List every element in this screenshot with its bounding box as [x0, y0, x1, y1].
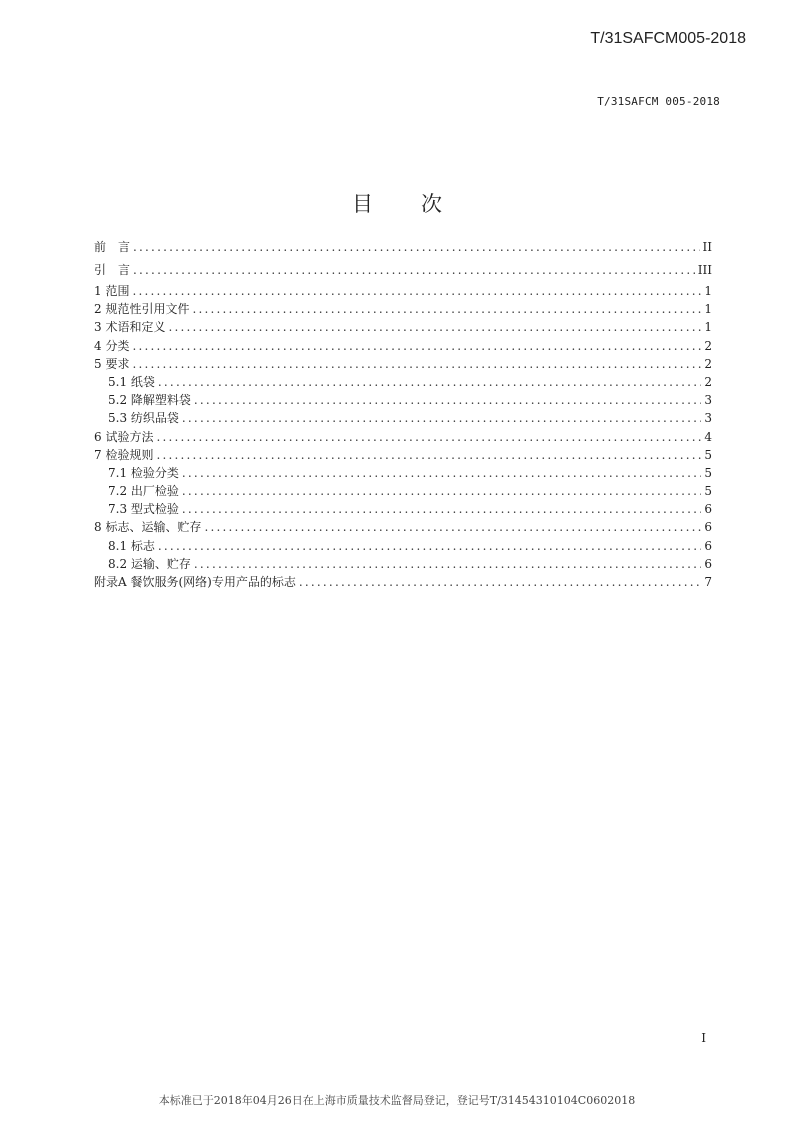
toc-leader — [182, 482, 701, 500]
toc-leader — [182, 500, 701, 518]
toc-leader — [182, 409, 701, 427]
toc-entry[interactable] — [94, 337, 712, 355]
toc-entry-page: III — [697, 263, 712, 277]
toc-entry-page: 6 — [704, 520, 712, 535]
toc-entry-page: 1 — [704, 320, 712, 335]
toc-leader — [158, 537, 701, 555]
toc-title-right: 次 — [421, 192, 442, 217]
toc-entry[interactable] — [94, 428, 712, 446]
toc-leader — [192, 300, 701, 318]
toc-entry-label: 前 言 — [94, 240, 131, 254]
toc-subentry[interactable] — [94, 482, 712, 500]
toc-subentry[interactable] — [94, 391, 712, 409]
toc-entry[interactable] — [94, 573, 712, 591]
toc-entry-page: 2 — [704, 338, 712, 353]
toc-entry[interactable] — [94, 318, 712, 336]
toc-entry-label: 1 范围 — [94, 284, 130, 298]
toc-entry[interactable] — [94, 282, 712, 300]
toc-subentry[interactable] — [94, 537, 712, 555]
toc-leader — [182, 464, 701, 482]
toc-leader — [168, 318, 701, 336]
toc-entry-label: 7.3 型式检验 — [108, 502, 179, 517]
toc-entry-label: 5 要求 — [94, 356, 130, 371]
toc-entry-label: 5.2 降解塑料袋 — [108, 393, 191, 408]
toc-entry-label: 2 规范性引用文件 — [94, 302, 190, 317]
toc-entry[interactable] — [94, 355, 712, 373]
toc-entry-label: 5.3 纺织品袋 — [108, 411, 179, 426]
toc-leader — [158, 373, 701, 391]
toc-subentry[interactable] — [94, 500, 712, 518]
toc-entry-label: 7 检验规则 — [94, 447, 154, 462]
toc-leader — [133, 236, 700, 259]
toc-title-left: 目 — [352, 192, 373, 217]
toc-entry[interactable] — [94, 300, 712, 318]
toc-leader — [299, 573, 702, 591]
toc-title — [0, 188, 794, 218]
toc-entry-page: II — [702, 240, 712, 254]
toc-entry-label: 6 试验方法 — [94, 429, 154, 444]
toc-entry-page: 1 — [704, 302, 712, 317]
toc-entry-label: 8.1 标志 — [108, 538, 155, 553]
toc-leader — [156, 428, 701, 446]
toc-entry-page: 1 — [704, 284, 712, 298]
toc-entry-page: 5 — [704, 465, 712, 480]
toc-entry-label: 7.2 出厂检验 — [108, 484, 179, 499]
toc-entry[interactable] — [94, 446, 712, 464]
toc-entry-page: 6 — [704, 502, 712, 517]
toc-entry-label: 附录A 餐饮服务(网络)专用产品的标志 — [94, 575, 296, 589]
toc-entry-page: 4 — [704, 429, 712, 444]
toc-leader — [132, 337, 701, 355]
toc-subentry[interactable] — [94, 555, 712, 573]
document-id-top: T/31SAFCM005-2018 — [590, 30, 746, 47]
toc-leader — [133, 259, 695, 282]
toc-entry-label: 7.1 检验分类 — [108, 465, 179, 480]
toc-entry-page: 3 — [704, 411, 712, 426]
toc-entry-page: 7 — [704, 575, 712, 589]
toc-entry-label: 4 分类 — [94, 338, 130, 353]
toc-entry-page: 2 — [704, 374, 712, 389]
toc-entry-page: 6 — [704, 556, 712, 571]
toc-entry-label: 引 言 — [94, 263, 131, 277]
toc-leader — [204, 518, 701, 536]
toc-subentry[interactable] — [94, 373, 712, 391]
toc-entry-label: 8.2 运输、贮存 — [108, 556, 191, 571]
registration-note: 本标准已于2018年04月26日在上海市质量技术监督局登记，登记号T/31454310104C0602018 — [158, 1094, 636, 1107]
toc-leader — [156, 446, 701, 464]
toc-entry-page: 2 — [704, 356, 712, 371]
page-number: I — [701, 1031, 706, 1045]
toc-entry[interactable] — [94, 236, 712, 259]
toc-entry-page: 6 — [704, 538, 712, 553]
toc-leader — [194, 555, 701, 573]
toc-entry[interactable] — [94, 518, 712, 536]
toc-entry-page: 3 — [704, 393, 712, 408]
document-id-header: T/31SAFCM 005-2018 — [597, 95, 720, 108]
toc-entry-label: 8 标志、运输、贮存 — [94, 520, 202, 535]
toc-entry-page: 5 — [704, 447, 712, 462]
toc-entry-page: 5 — [704, 484, 712, 499]
toc-entry-label: 3 术语和定义 — [94, 320, 166, 335]
toc-entry-label: 5.1 纸袋 — [108, 374, 155, 389]
toc-subentry[interactable] — [94, 464, 712, 482]
toc-leader — [194, 391, 701, 409]
toc-subentry[interactable] — [94, 409, 712, 427]
toc-leader — [132, 282, 701, 300]
toc-leader — [132, 355, 701, 373]
toc-entry[interactable] — [94, 259, 712, 282]
table-of-contents — [94, 236, 712, 591]
